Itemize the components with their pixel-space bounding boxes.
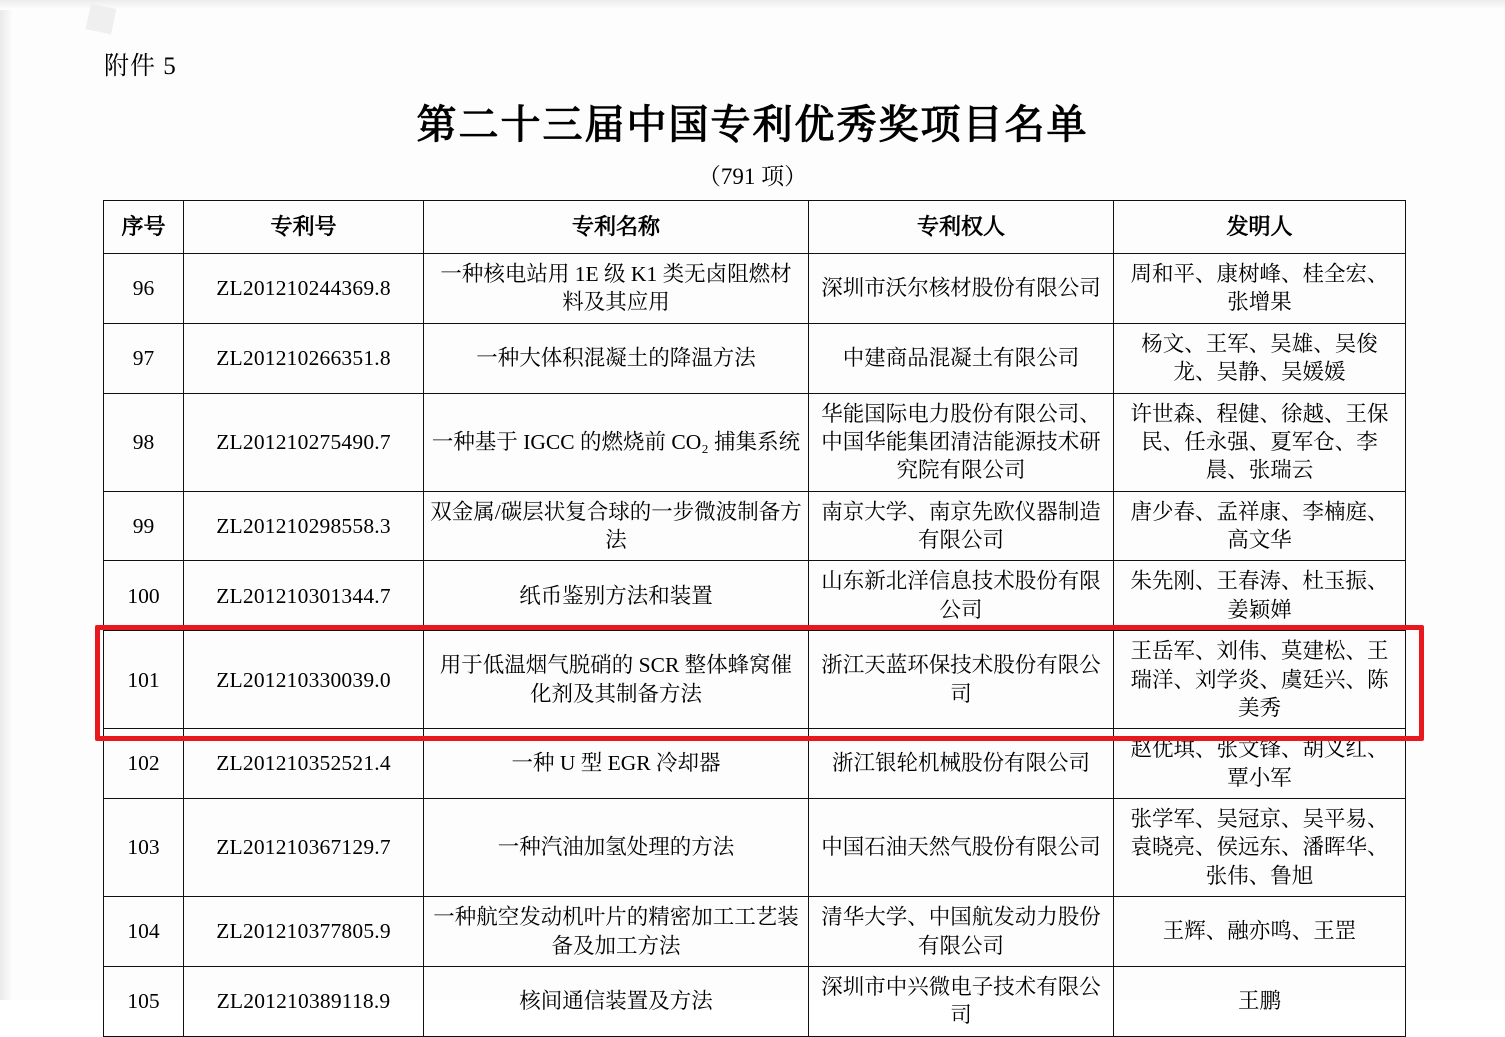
cell-patent-name: 用于低温烟气脱硝的 SCR 整体蜂窝催化剂及其制备方法 <box>424 631 809 729</box>
cell-patentee: 深圳市中兴微电子技术有限公司 <box>809 966 1114 1036</box>
page-title: 第二十三届中国专利优秀奖项目名单 <box>416 102 1089 147</box>
cell-inventors: 王岳军、刘伟、莫建松、王瑞洋、刘学炎、虞廷兴、陈美秀 <box>1114 631 1406 729</box>
cell-inventors: 周和平、康树峰、桂全宏、张增果 <box>1114 254 1406 324</box>
cell-serial-number: 98 <box>104 393 184 491</box>
cell-inventors: 王辉、融亦鸣、王罡 <box>1114 897 1406 967</box>
cell-patent-name: 核间通信装置及方法 <box>424 966 809 1036</box>
cell-serial-number: 105 <box>104 966 184 1036</box>
cell-patent-number: ZL201210301344.7 <box>184 561 424 631</box>
cell-patent-name: 纸币鉴别方法和装置 <box>424 561 809 631</box>
cell-patent-name: 一种 U 型 EGR 冷却器 <box>424 729 809 799</box>
table-row <box>104 966 1406 1036</box>
cell-patentee: 中建商品混凝土有限公司 <box>809 323 1114 393</box>
cell-patentee: 中国石油天然气股份有限公司 <box>809 799 1114 897</box>
cell-inventors: 杨文、王军、吴雄、吴俊龙、吴静、吴媛媛 <box>1114 323 1406 393</box>
cell-serial-number: 99 <box>104 491 184 561</box>
cell-patentee: 山东新北洋信息技术股份有限公司 <box>809 561 1114 631</box>
table-row <box>104 561 1406 631</box>
cell-serial-number: 96 <box>104 254 184 324</box>
cell-inventors: 张学军、吴冠京、吴平易、袁晓亮、侯远东、潘晖华、张伟、鲁旭 <box>1114 799 1406 897</box>
cell-patent-name: 一种核电站用 1E 级 K1 类无卤阻燃材料及其应用 <box>424 254 809 324</box>
cell-patent-number: ZL201210244369.8 <box>184 254 424 324</box>
scan-edge-left <box>0 0 14 1000</box>
scan-edge-top <box>0 0 1505 10</box>
table-row <box>104 729 1406 799</box>
page-subtitle: （791 项） <box>697 164 808 189</box>
cell-inventors: 王鹏 <box>1114 966 1406 1036</box>
cell-patent-name: 一种大体积混凝土的降温方法 <box>424 323 809 393</box>
cell-patentee: 南京大学、南京先欧仪器制造有限公司 <box>809 491 1114 561</box>
table-row <box>104 323 1406 393</box>
cell-inventors: 赵优琪、张文锋、胡义红、覃小军 <box>1114 729 1406 799</box>
attachment-label: 附件 5 <box>104 53 177 80</box>
table-row <box>104 254 1406 324</box>
cell-serial-number: 103 <box>104 799 184 897</box>
table-row <box>104 897 1406 967</box>
table-header-row <box>104 201 1406 254</box>
table-row <box>104 491 1406 561</box>
cell-patentee: 华能国际电力股份有限公司、中国华能集团清洁能源技术研究院有限公司 <box>809 393 1114 491</box>
cell-patent-number: ZL201210266351.8 <box>184 323 424 393</box>
cell-inventors: 许世森、程健、徐越、王保民、任永强、夏军仓、李晨、张瑞云 <box>1114 393 1406 491</box>
cell-patent-number: ZL201210367129.7 <box>184 799 424 897</box>
column-header-patentee: 专利权人 <box>809 201 1114 254</box>
table-row <box>104 799 1406 897</box>
cell-patentee: 浙江银轮机械股份有限公司 <box>809 729 1114 799</box>
cell-patent-number: ZL201210377805.9 <box>184 897 424 967</box>
cell-patentee: 浙江天蓝环保技术股份有限公司 <box>809 631 1114 729</box>
cell-patent-number: ZL201210330039.0 <box>184 631 424 729</box>
column-header-patent-no: 专利号 <box>184 201 424 254</box>
cell-patent-number: ZL201210275490.7 <box>184 393 424 491</box>
cell-inventors: 朱先刚、王春涛、杜玉振、姜颖婵 <box>1114 561 1406 631</box>
cell-serial-number: 101 <box>104 631 184 729</box>
cell-patent-name: 双金属/碳层状复合球的一步微波制备方法 <box>424 491 809 561</box>
cell-patent-number: ZL201210352521.4 <box>184 729 424 799</box>
cell-patentee: 深圳市沃尔核材股份有限公司 <box>809 254 1114 324</box>
cell-serial-number: 100 <box>104 561 184 631</box>
cell-patent-number: ZL201210298558.3 <box>184 491 424 561</box>
cell-patentee: 清华大学、中国航发动力股份有限公司 <box>809 897 1114 967</box>
cell-serial-number: 104 <box>104 897 184 967</box>
cell-inventors: 唐少春、孟祥康、李楠庭、高文华 <box>1114 491 1406 561</box>
cell-serial-number: 97 <box>104 323 184 393</box>
cell-patent-name: 一种基于 IGCC 的燃烧前 CO₂ 捕集系统 <box>424 393 809 491</box>
column-header-inventors: 发明人 <box>1114 201 1406 254</box>
column-header-patent-name: 专利名称 <box>424 201 809 254</box>
table-row <box>104 393 1406 491</box>
cell-patent-number: ZL201210389118.9 <box>184 966 424 1036</box>
column-header-no: 序号 <box>104 201 184 254</box>
cell-patent-name: 一种汽油加氢处理的方法 <box>424 799 809 897</box>
cell-patent-name: 一种航空发动机叶片的精密加工工艺装备及加工方法 <box>424 897 809 967</box>
patent-list-table <box>103 200 1406 1037</box>
scan-corner-artifact <box>86 4 117 35</box>
cell-serial-number: 102 <box>104 729 184 799</box>
table-row <box>104 631 1406 729</box>
